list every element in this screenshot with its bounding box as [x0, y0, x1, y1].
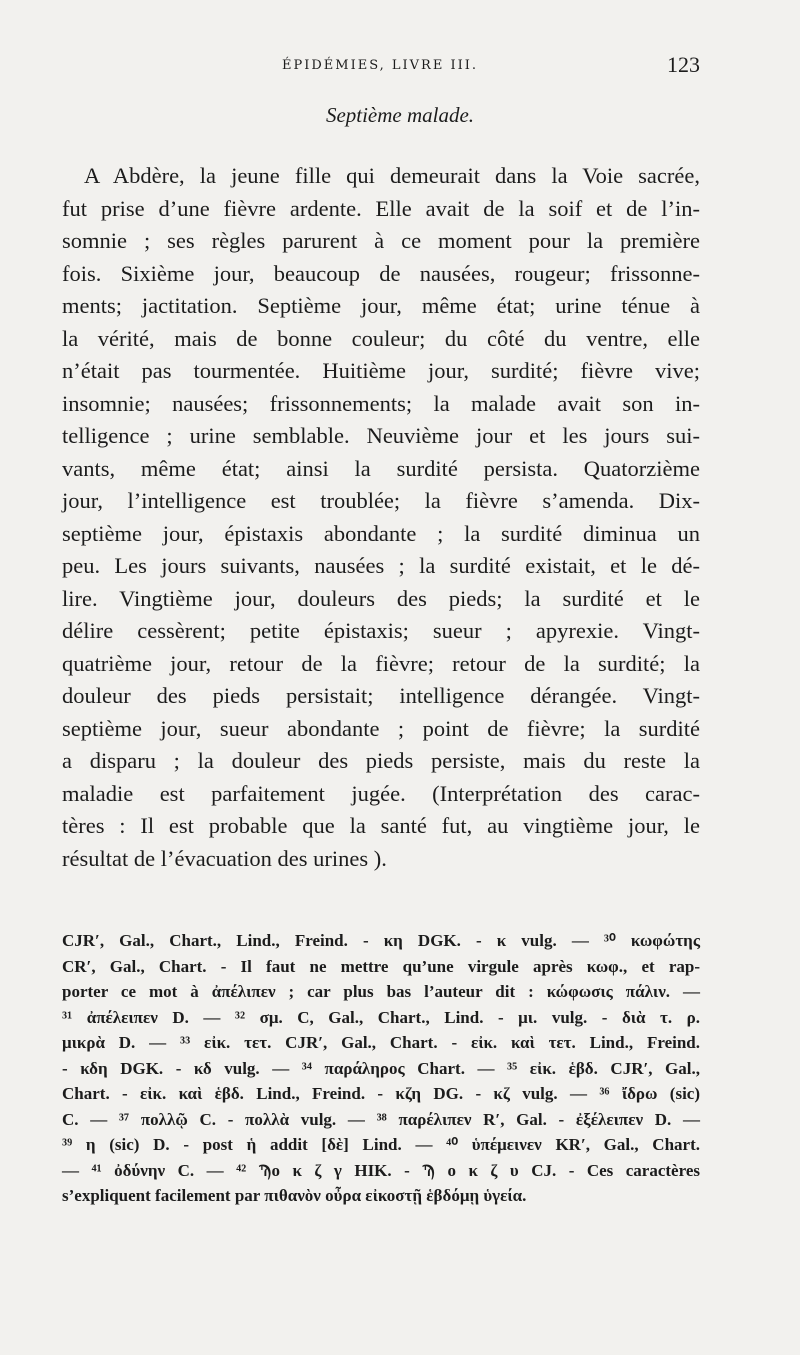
body-line: telligence ; urine semblable. Neuvième jour et les jours sui-	[62, 423, 700, 448]
body-line: résultat de l’évacuation des urines ).	[62, 845, 387, 871]
body-line: septième jour, épistaxis abondante ; la surdité diminua un	[62, 520, 700, 546]
footnote-line: porter ce mot à ἀπέλιπεν ; car plus bas l’auteur dit : κώφωσις πάλιν. —	[62, 982, 700, 1001]
body-line: septième jour, sueur abondante ; point de fièvre; la surdité	[62, 715, 700, 741]
footnote-line: CJR′, Gal., Chart., Lind., Freind. - κη DGK. - κ vulg. — ³⁰ κωφώτης	[62, 931, 700, 950]
footnote-line: μικρὰ D. — ³³ εἰκ. τετ. CJR′, Gal., Chart. - εἰκ. καὶ τετ. Lind., Freind.	[62, 1033, 700, 1052]
body-line: vants, même état; ainsi la surdité persista. Quatorzième	[62, 455, 700, 481]
body-line: a disparu ; la douleur des pieds persiste, mais du reste la	[62, 748, 700, 773]
footnote-line: ³¹ ἀπέλειπεν D. — ³² σμ. C, Gal., Chart., Lind. - μι. vulg. - διὰ τ. ρ.	[62, 1007, 700, 1027]
body-line: jour, l’intelligence est troublée; la fièvre s’amenda. Dix-	[62, 488, 700, 513]
footnote-line: s’expliquent facilement par πιθανὸν οὖρα εἰκοστῇ ἑβδόμῃ ὑγεία.	[62, 1186, 527, 1205]
body-line: n’était pas tourmentée. Huitième jour, surdité; fièvre vive;	[62, 358, 700, 383]
body-line: somnie ; ses règles parurent à ce moment pour la première	[62, 228, 700, 253]
footnote-line: ³⁹ η (sic) D. - post ἡ addit [δὲ] Lind. — ⁴⁰ ὑπέμεινεν KR′, Gal., Chart.	[62, 1135, 700, 1154]
body-line: peu. Les jours suivants, nausées ; la surdité existait, et le dé-	[62, 553, 700, 578]
body-line: A Abdère, la jeune fille qui demeurait dans la Voie sacrée,	[84, 163, 700, 188]
body-line: tères : Il est probable que la santé fut, au vingtième jour, le	[62, 813, 700, 838]
footnotes	[62, 928, 700, 1209]
footnote-line: CR′, Gal., Chart. - Il faut ne mettre qu’une virgule après κωφ., et rap-	[62, 956, 700, 976]
body-text	[62, 160, 700, 875]
body-line: insomnie; nausées; frissonnements; la malade avait son in-	[62, 390, 700, 416]
body-line: ments; jactitation. Septième jour, même état; urine ténue à	[62, 293, 700, 318]
page-number: 123	[667, 52, 700, 77]
footnote-line: Chart. - εἰκ. καὶ ἑβδ. Lind., Freind. - κζη DG. - κζ vulg. — ³⁶ ἴδρω (sic)	[62, 1084, 700, 1103]
body-line: fois. Sixième jour, beaucoup de nausées, rougeur; frissonne-	[62, 260, 700, 286]
footnote-line: - κδη DGK. - κδ vulg. — ³⁴ παράληρος Chart. — ³⁵ εἰκ. ἑβδ. CJR′, Gal.,	[62, 1058, 700, 1078]
body-line: délire cessèrent; petite épistaxis; sueur ; apyrexie. Vingt-	[62, 618, 700, 643]
body-line: fut prise d’une fièvre ardente. Elle avait de la soif et de l’in-	[62, 195, 700, 221]
body-line: lire. Vingtième jour, douleurs des pieds; la surdité et le	[62, 585, 700, 611]
footnote-line: — ⁴¹ ὀδύνην C. — ⁴² Ϡο κ ζ γ HIK. - Ϡ ο κ ζ υ CJ. - Ces caractères	[62, 1160, 700, 1180]
body-line: douleur des pieds persistait; intelligence dérangée. Vingt-	[62, 683, 700, 708]
footnote-line: C. — ³⁷ πολλῷ C. - πολλὰ vulg. — ³⁸ παρέλιπεν R′, Gal. - ἐξέλειπεν D. —	[62, 1109, 700, 1129]
body-line: quatrième jour, retour de la fièvre; retour de la surdité; la	[62, 650, 700, 676]
body-line: maladie est parfaitement jugée. (Interprétation des carac-	[62, 780, 700, 806]
body-line: la vérité, mais de bonne couleur; du côté du ventre, elle	[62, 325, 700, 351]
running-head: ÉPIDÉMIES, LIVRE III.	[281, 58, 479, 73]
section-title: Septième malade.	[325, 103, 475, 127]
